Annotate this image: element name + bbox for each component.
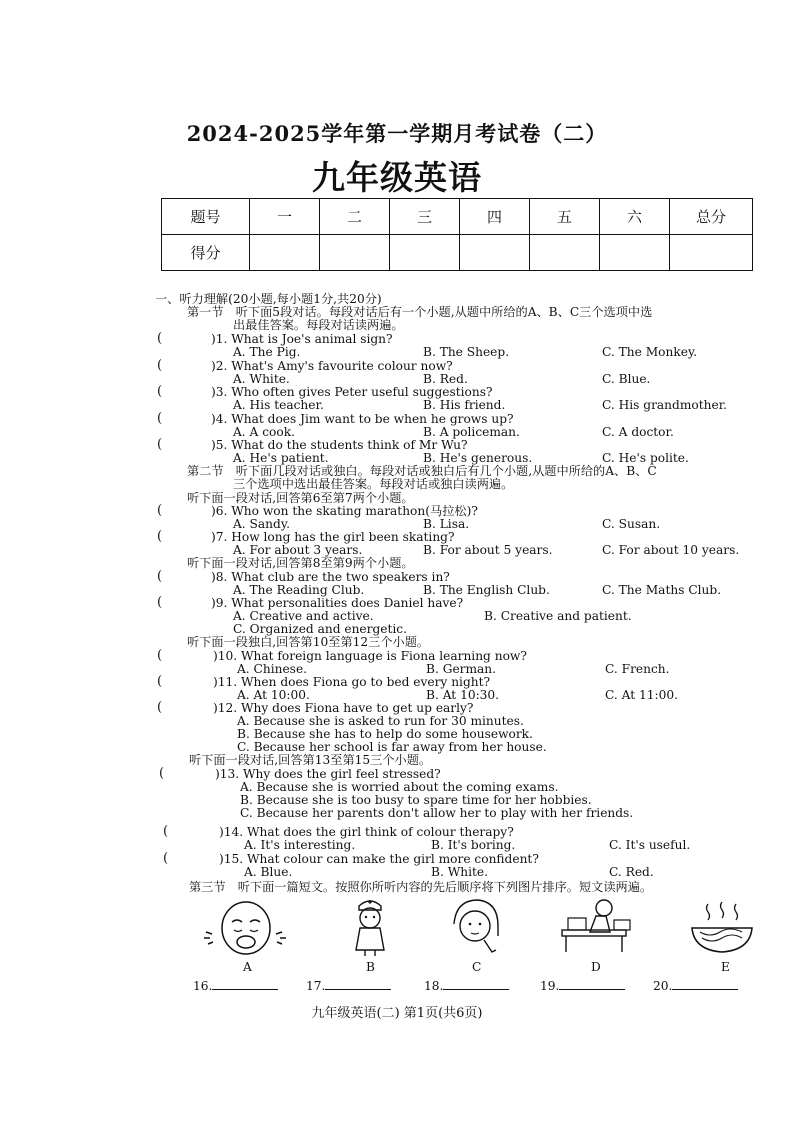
- q9-stem: )9. What personalities does Daniel have?: [211, 596, 464, 610]
- q8-option-b: B. The English Club.: [423, 583, 550, 597]
- intro-10-12: 听下面一段独白,回答第10至第12三个小题。: [187, 635, 430, 649]
- answer-blank-19[interactable]: [540, 979, 625, 993]
- score-row-label: 得分: [162, 235, 250, 271]
- answer-paren: (: [157, 674, 163, 689]
- answer-paren: (: [163, 851, 169, 866]
- page-footer: 九年级英语(二) 第1页(共6页): [311, 1006, 483, 1021]
- q6-option-c: C. Susan.: [602, 517, 661, 531]
- q11-option-a: A. At 10:00.: [237, 688, 310, 702]
- q11-option-c: C. At 11:00.: [605, 688, 678, 702]
- score-header-total: 总分: [670, 199, 753, 235]
- q10-option-c: C. French.: [605, 662, 670, 676]
- q9-option-c: C. Organized and energetic.: [233, 622, 407, 636]
- noodle-bowl-icon: [686, 900, 758, 956]
- q13-option-c: C. Because her parents don't allow her to play with her friends.: [240, 806, 634, 820]
- q13-stem: )13. Why does the girl feel stressed?: [215, 767, 441, 781]
- score-header-3: 三: [390, 199, 460, 235]
- blank-number: 17.: [306, 979, 326, 993]
- answer-paren: (: [157, 384, 163, 399]
- q8-stem: )8. What club are the two speakers in?: [211, 570, 450, 584]
- q2-option-c: C. Blue.: [602, 372, 651, 386]
- score-cell: [460, 235, 530, 271]
- part3-instruction: 第三节 听下面一篇短文。按照你所听内容的先后顺序将下列图片排序。短文读两遍。: [189, 880, 653, 894]
- q7-option-a: A. For about 3 years.: [233, 543, 363, 557]
- q15-stem: )15. What colour can make the girl more confident?: [219, 852, 539, 866]
- part2-instruction: 第二节 听下面几段对话或独白。每段对话或独白后有几个小题,从题中所给的A、B、C: [187, 464, 657, 478]
- blank-number: 16.: [193, 979, 213, 993]
- q6-option-a: A. Sandy.: [233, 517, 290, 531]
- q8-option-c: C. The Maths Club.: [602, 583, 722, 597]
- q6-option-b: B. Lisa.: [423, 517, 470, 531]
- crying-face-icon: [198, 898, 298, 958]
- part1-instruction: 第一节 听下面5段对话。每段对话后有一个小题,从题中所给的A、B、C三个选项中选: [187, 305, 653, 319]
- q12-stem: )12. Why does Fiona have to get up early?: [213, 701, 474, 715]
- part1-instruction-cont: 出最佳答案。每段对话读两遍。: [233, 318, 404, 332]
- q15-option-a: A. Blue.: [244, 865, 293, 879]
- answer-blank-20[interactable]: [653, 979, 738, 993]
- q2-option-b: B. Red.: [423, 372, 468, 386]
- q6-stem: )6. Who won the skating marathon(马拉松)?: [211, 504, 478, 518]
- exam-title: 2024-2025学年第一学期月考试卷（二）: [186, 121, 608, 146]
- answer-blank-17[interactable]: [306, 979, 391, 993]
- q4-stem: )4. What does Jim want to be when he grows up?: [211, 412, 514, 426]
- blank-number: 20.: [653, 979, 673, 993]
- score-table: [161, 198, 753, 271]
- q3-option-a: A. His teacher.: [233, 398, 324, 412]
- doctor-icon: [345, 894, 395, 958]
- blank-line: [325, 979, 391, 990]
- q4-option-b: B. A policeman.: [423, 425, 520, 439]
- q14-option-b: B. It's boring.: [431, 838, 516, 852]
- q12-option-a: A. Because she is asked to run for 30 minutes.: [237, 714, 524, 728]
- q9-option-a: A. Creative and active.: [233, 609, 374, 623]
- score-header-label: 题号: [162, 199, 250, 235]
- q13-option-a: A. Because she is worried about the coming exams.: [240, 780, 559, 794]
- q4-option-a: A. A cook.: [233, 425, 295, 439]
- q1-option-c: C. The Monkey.: [602, 345, 698, 359]
- q9-option-b: B. Creative and patient.: [484, 609, 632, 623]
- blank-line: [672, 979, 738, 990]
- q12-option-c: C. Because her school is far away from her house.: [237, 740, 547, 754]
- q3-stem: )3. Who often gives Peter useful suggestions?: [211, 385, 493, 399]
- part2-instruction-cont: 三个选项中选出最佳答案。每段对话或独白读两遍。: [233, 477, 514, 491]
- q1-option-a: A. The Pig.: [233, 345, 301, 359]
- picture-c-label: C: [472, 960, 482, 974]
- answer-paren: (: [157, 700, 163, 715]
- q4-option-c: C. A doctor.: [602, 425, 674, 439]
- q11-stem: )11. When does Fiona go to bed every night?: [213, 675, 491, 689]
- answer-paren: (: [157, 437, 163, 452]
- student-studying-icon: [552, 896, 638, 954]
- picture-b-label: B: [366, 960, 375, 974]
- q1-option-b: B. The Sheep.: [423, 345, 510, 359]
- q7-stem: )7. How long has the girl been skating?: [211, 530, 455, 544]
- q3-option-b: B. His friend.: [423, 398, 506, 412]
- q1-stem: )1. What is Joe's animal sign?: [211, 332, 393, 346]
- answer-paren: (: [157, 411, 163, 426]
- intro-8-9: 听下面一段对话,回答第8至第9两个小题。: [187, 556, 414, 570]
- blank-line: [212, 979, 278, 990]
- answer-paren: (: [157, 358, 163, 373]
- q5-stem: )5. What do the students think of Mr Wu?: [211, 438, 468, 452]
- q7-option-c: C. For about 10 years.: [602, 543, 740, 557]
- intro-6-7: 听下面一段对话,回答第6至第7两个小题。: [187, 491, 414, 505]
- q5-option-c: C. He's polite.: [602, 451, 689, 465]
- answer-blank-18[interactable]: [424, 979, 509, 993]
- intro-13-15: 听下面一段对话,回答第13至第15三个小题。: [189, 753, 432, 767]
- q14-option-c: C. It's useful.: [609, 838, 691, 852]
- q5-option-a: A. He's patient.: [233, 451, 329, 465]
- answer-blank-16[interactable]: [193, 979, 278, 993]
- score-header-1: 一: [250, 199, 320, 235]
- score-cell: [250, 235, 320, 271]
- q3-option-c: C. His grandmother.: [602, 398, 728, 412]
- girl-thinking-icon: [444, 896, 508, 958]
- answer-paren: (: [163, 824, 169, 839]
- q8-option-a: A. The Reading Club.: [233, 583, 365, 597]
- answer-paren: (: [157, 595, 163, 610]
- answer-paren: (: [157, 648, 163, 663]
- q14-option-a: A. It's interesting.: [244, 838, 356, 852]
- q2-option-a: A. White.: [233, 372, 290, 386]
- section-heading: 一、听力理解(20小题,每小题1分,共20分): [155, 292, 382, 306]
- score-cell: [530, 235, 600, 271]
- q7-option-b: B. For about 5 years.: [423, 543, 553, 557]
- picture-d-label: D: [591, 960, 601, 974]
- q5-option-b: B. He's generous.: [423, 451, 533, 465]
- blank-line: [559, 979, 625, 990]
- q11-option-b: B. At 10:30.: [426, 688, 500, 702]
- score-cell: [600, 235, 670, 271]
- picture-a-label: A: [243, 960, 252, 974]
- score-cell: [670, 235, 753, 271]
- exam-subject: 九年级英语: [312, 158, 482, 197]
- picture-e-label: E: [721, 960, 730, 974]
- q10-option-a: A. Chinese.: [237, 662, 308, 676]
- answer-paren: (: [157, 331, 163, 346]
- answer-paren: (: [157, 569, 163, 584]
- score-header-6: 六: [600, 199, 670, 235]
- answer-paren: (: [157, 503, 163, 518]
- q14-stem: )14. What does the girl think of colour therapy?: [219, 825, 514, 839]
- score-cell: [390, 235, 460, 271]
- q15-option-b: B. White.: [431, 865, 488, 879]
- q10-stem: )10. What foreign language is Fiona learning now?: [213, 649, 527, 663]
- score-header-2: 二: [320, 199, 390, 235]
- q2-stem: )2. What's Amy's favourite colour now?: [211, 359, 453, 373]
- q15-option-c: C. Red.: [609, 865, 654, 879]
- score-header-5: 五: [530, 199, 600, 235]
- blank-number: 18.: [424, 979, 444, 993]
- blank-line: [443, 979, 509, 990]
- q12-option-b: B. Because she has to help do some housework.: [237, 727, 533, 741]
- q10-option-b: B. German.: [426, 662, 497, 676]
- score-header-4: 四: [460, 199, 530, 235]
- answer-paren: (: [159, 766, 165, 781]
- q13-option-b: B. Because she is too busy to spare time for her hobbies.: [240, 793, 592, 807]
- answer-paren: (: [157, 529, 163, 544]
- blank-number: 19.: [540, 979, 560, 993]
- score-cell: [320, 235, 390, 271]
